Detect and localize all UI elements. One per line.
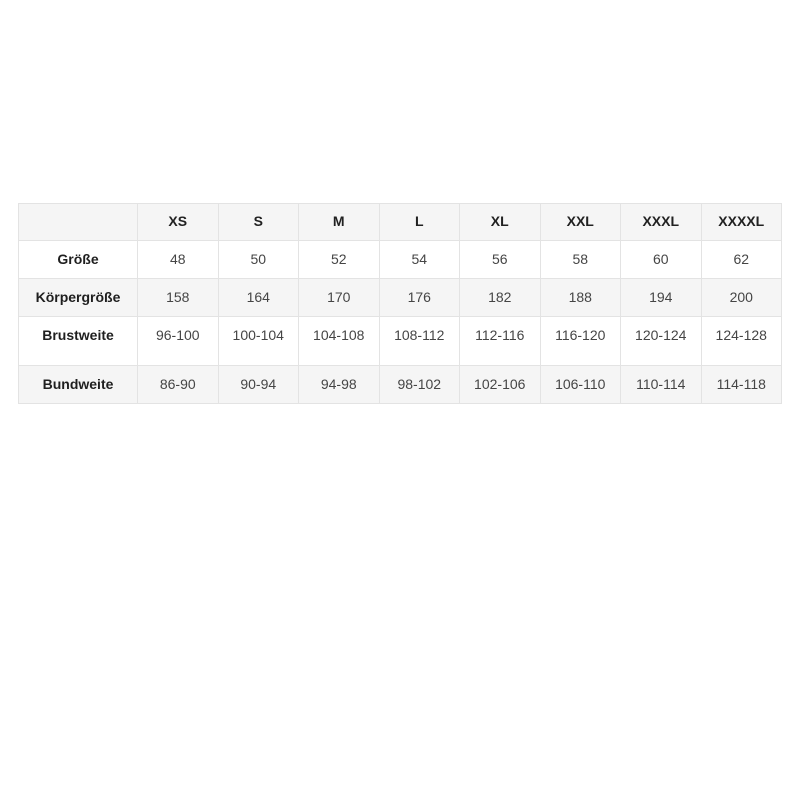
row-label: Bundweite [19,366,138,404]
table-cell: 110-114 [621,366,702,404]
table-cell: 112-116 [460,317,541,366]
table-cell: 158 [138,279,219,317]
table-cell: 170 [299,279,380,317]
table-cell: 50 [218,241,299,279]
table-cell: 58 [540,241,621,279]
table-cell: 176 [379,279,460,317]
column-header-blank [19,204,138,241]
table-cell: 48 [138,241,219,279]
table-cell: 102-106 [460,366,541,404]
row-label: Brustweite [19,317,138,366]
column-header-xs: XS [138,204,219,241]
column-header-m: M [299,204,380,241]
table-cell: 188 [540,279,621,317]
row-label: Größe [19,241,138,279]
table-cell: 60 [621,241,702,279]
column-header-xl: XL [460,204,541,241]
table-cell: 90-94 [218,366,299,404]
size-chart-container [18,203,782,404]
table-cell: 124-128 [701,317,782,366]
column-header-xxxxl: XXXXL [701,204,782,241]
table-cell: 54 [379,241,460,279]
table-cell: 94-98 [299,366,380,404]
table-cell: 182 [460,279,541,317]
column-header-xxxl: XXXL [621,204,702,241]
table-cell: 100-104 [218,317,299,366]
table-cell: 62 [701,241,782,279]
table-cell: 96-100 [138,317,219,366]
table-cell: 164 [218,279,299,317]
column-header-s: S [218,204,299,241]
size-chart-table [18,203,782,404]
table-cell: 114-118 [701,366,782,404]
table-cell: 200 [701,279,782,317]
table-cell: 120-124 [621,317,702,366]
table-cell: 106-110 [540,366,621,404]
row-label: Körpergröße [19,279,138,317]
table-cell: 108-112 [379,317,460,366]
table-cell: 104-108 [299,317,380,366]
size-chart-body [19,241,782,404]
table-row-k-rpergr-e [19,279,782,317]
table-cell: 98-102 [379,366,460,404]
table-cell: 194 [621,279,702,317]
table-cell: 116-120 [540,317,621,366]
table-row-bundweite [19,366,782,404]
column-header-l: L [379,204,460,241]
table-row-brustweite [19,317,782,366]
header-row [19,204,782,241]
table-cell: 56 [460,241,541,279]
table-row-gr-e [19,241,782,279]
column-header-xxl: XXL [540,204,621,241]
table-cell: 86-90 [138,366,219,404]
size-chart-head [19,204,782,241]
table-cell: 52 [299,241,380,279]
